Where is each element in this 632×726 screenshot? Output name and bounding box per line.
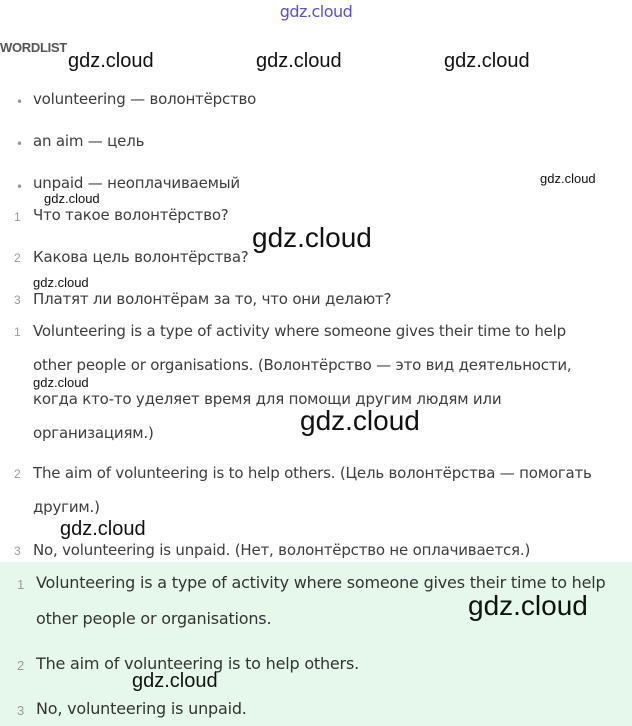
watermark: gdz.cloud: [468, 590, 588, 621]
question-text: Что такое волонтёрство?: [33, 206, 229, 224]
answer-line: Volunteering is a type of activity where someone gives their time to help: [33, 322, 566, 340]
final-answer-number: 3: [17, 703, 25, 718]
final-answer-line: Volunteering is a type of activity where someone gives their time to help: [36, 573, 606, 592]
question-text: Платят ли волонтёрам за то, что они делают?: [33, 290, 392, 308]
watermark: gdz.cloud: [252, 222, 372, 253]
answer-line: другим.): [33, 498, 100, 516]
final-answer-number: 1: [17, 577, 25, 592]
answer-line: other people or organisations. (Волонтёрство — это вид деятельности,: [33, 356, 572, 374]
final-answer-line: other people or organisations.: [36, 609, 272, 628]
answer-number: 2: [14, 467, 21, 481]
watermark: gdz.cloud: [256, 50, 342, 72]
question-number: 3: [14, 293, 21, 307]
watermark: gdz.cloud: [540, 171, 596, 186]
watermark: gdz.cloud: [33, 275, 89, 290]
bullet-icon: •: [16, 95, 24, 109]
watermark: gdz.cloud: [33, 375, 89, 390]
watermark: gdz.cloud: [444, 50, 530, 72]
answer-number: 1: [14, 325, 21, 339]
final-answer-number: 2: [17, 658, 25, 673]
watermark: gdz.cloud: [60, 518, 146, 540]
answer-number: 3: [14, 544, 21, 558]
bullet-icon: •: [16, 137, 24, 151]
watermark: gdz.cloud: [68, 50, 154, 72]
wordlist-title: WORDLIST: [0, 40, 67, 55]
answer-line: No, volunteering is unpaid. (Нет, волонтёрство не оплачивается.): [33, 541, 531, 559]
wordlist-item: volunteering — волонтёрство: [33, 90, 257, 108]
answer-line: организациям.): [33, 424, 154, 442]
wordlist-item: an aim — цель: [33, 132, 145, 150]
watermark: gdz.cloud: [132, 670, 218, 692]
watermark: gdz.cloud: [300, 405, 420, 436]
answer-line: когда кто-то уделяет время для помощи другим людям или: [33, 390, 502, 408]
final-answer-line: No, volunteering is unpaid.: [36, 699, 247, 718]
question-text: Какова цель волонтёрства?: [33, 248, 249, 266]
watermark: gdz.cloud: [44, 191, 100, 206]
site-watermark-header: gdz.cloud: [279, 2, 353, 21]
answer-line: The aim of volunteering is to help others. (Цель волонтёрства — помогать: [33, 464, 592, 482]
question-number: 1: [14, 210, 21, 224]
wordlist-item: unpaid — неоплачиваемый: [33, 174, 240, 192]
final-answer-line: The aim of volunteering is to help others.: [36, 654, 359, 673]
question-number: 2: [14, 251, 21, 265]
bullet-icon: •: [16, 180, 24, 194]
